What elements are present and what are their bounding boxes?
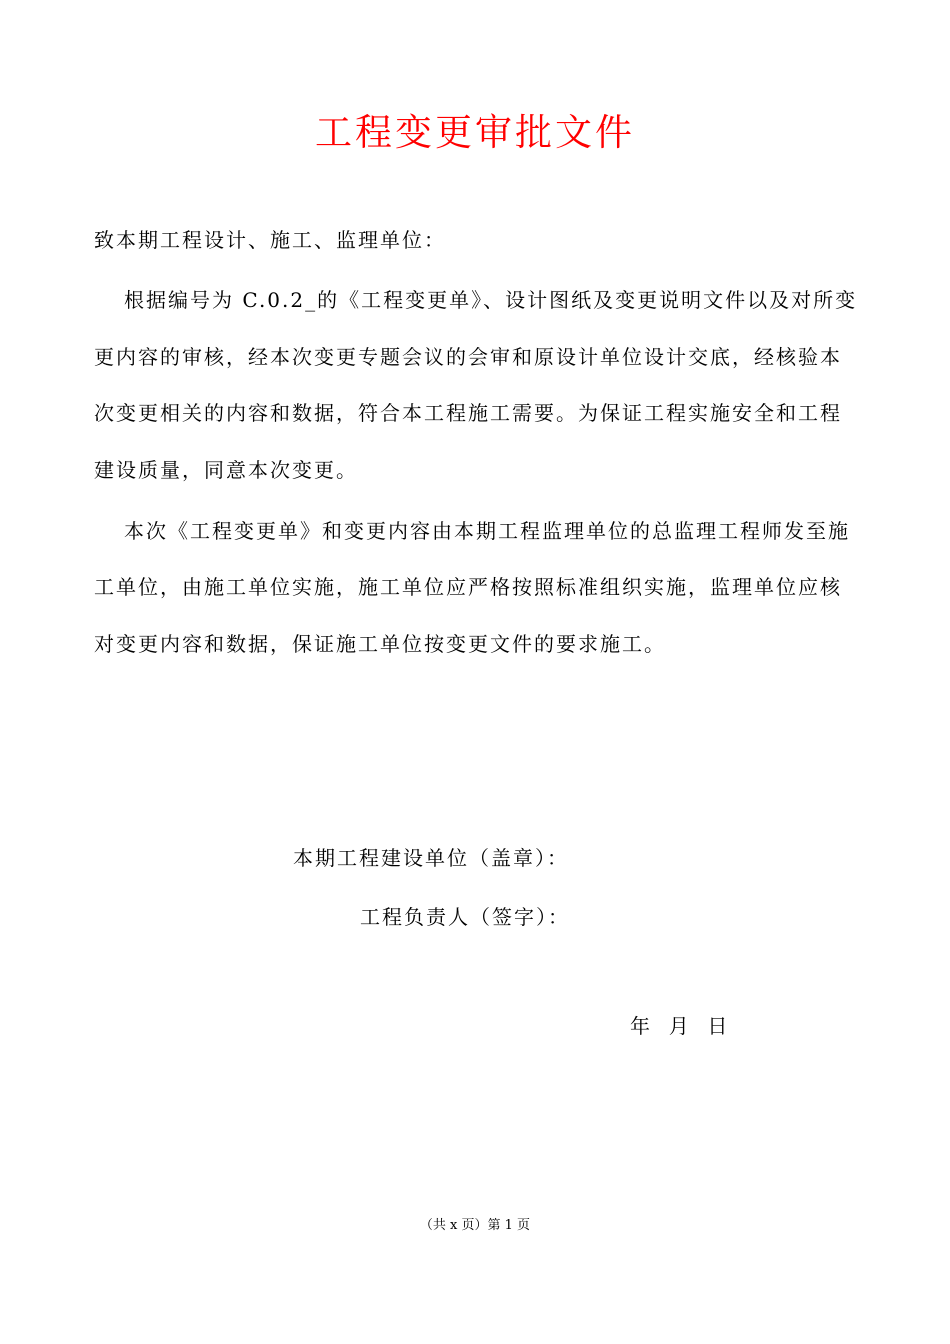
date-label: 年 月 日 [630,1014,730,1038]
paragraph1-line: 更内容的审核，经本次变更专题会议的会审和原设计单位设计交底，经核验本 [94,345,842,369]
page-footer: （共 x 页）第 1 页 [419,1218,531,1233]
paragraph1-line: 次变更相关的内容和数据，符合本工程施工需要。为保证工程实施安全和工程 [94,401,842,425]
paragraph1-line: 根据编号为 C.0.2_的《工程变更单》、设计图纸及变更说明文件以及对所变 [124,288,858,312]
paragraph2-line: 本次《工程变更单》和变更内容由本期工程监理单位的总监理工程师发至施 [124,519,850,543]
paragraph2-line: 工单位，由施工单位实施，施工单位应严格按照标准组织实施，监理单位应核 [94,575,842,599]
signature-person-label: 工程负责人（签字）： [360,905,570,929]
signature-unit-label: 本期工程建设单位（盖章）： [293,846,569,870]
paragraph1-line: 建设质量，同意本次变更。 [94,458,358,482]
document-title: 工程变更审批文件 [315,111,635,154]
paragraph2-line: 对变更内容和数据，保证施工单位按变更文件的要求施工。 [94,632,666,656]
addressee: 致本期工程设计、施工、监理单位： [94,228,446,252]
